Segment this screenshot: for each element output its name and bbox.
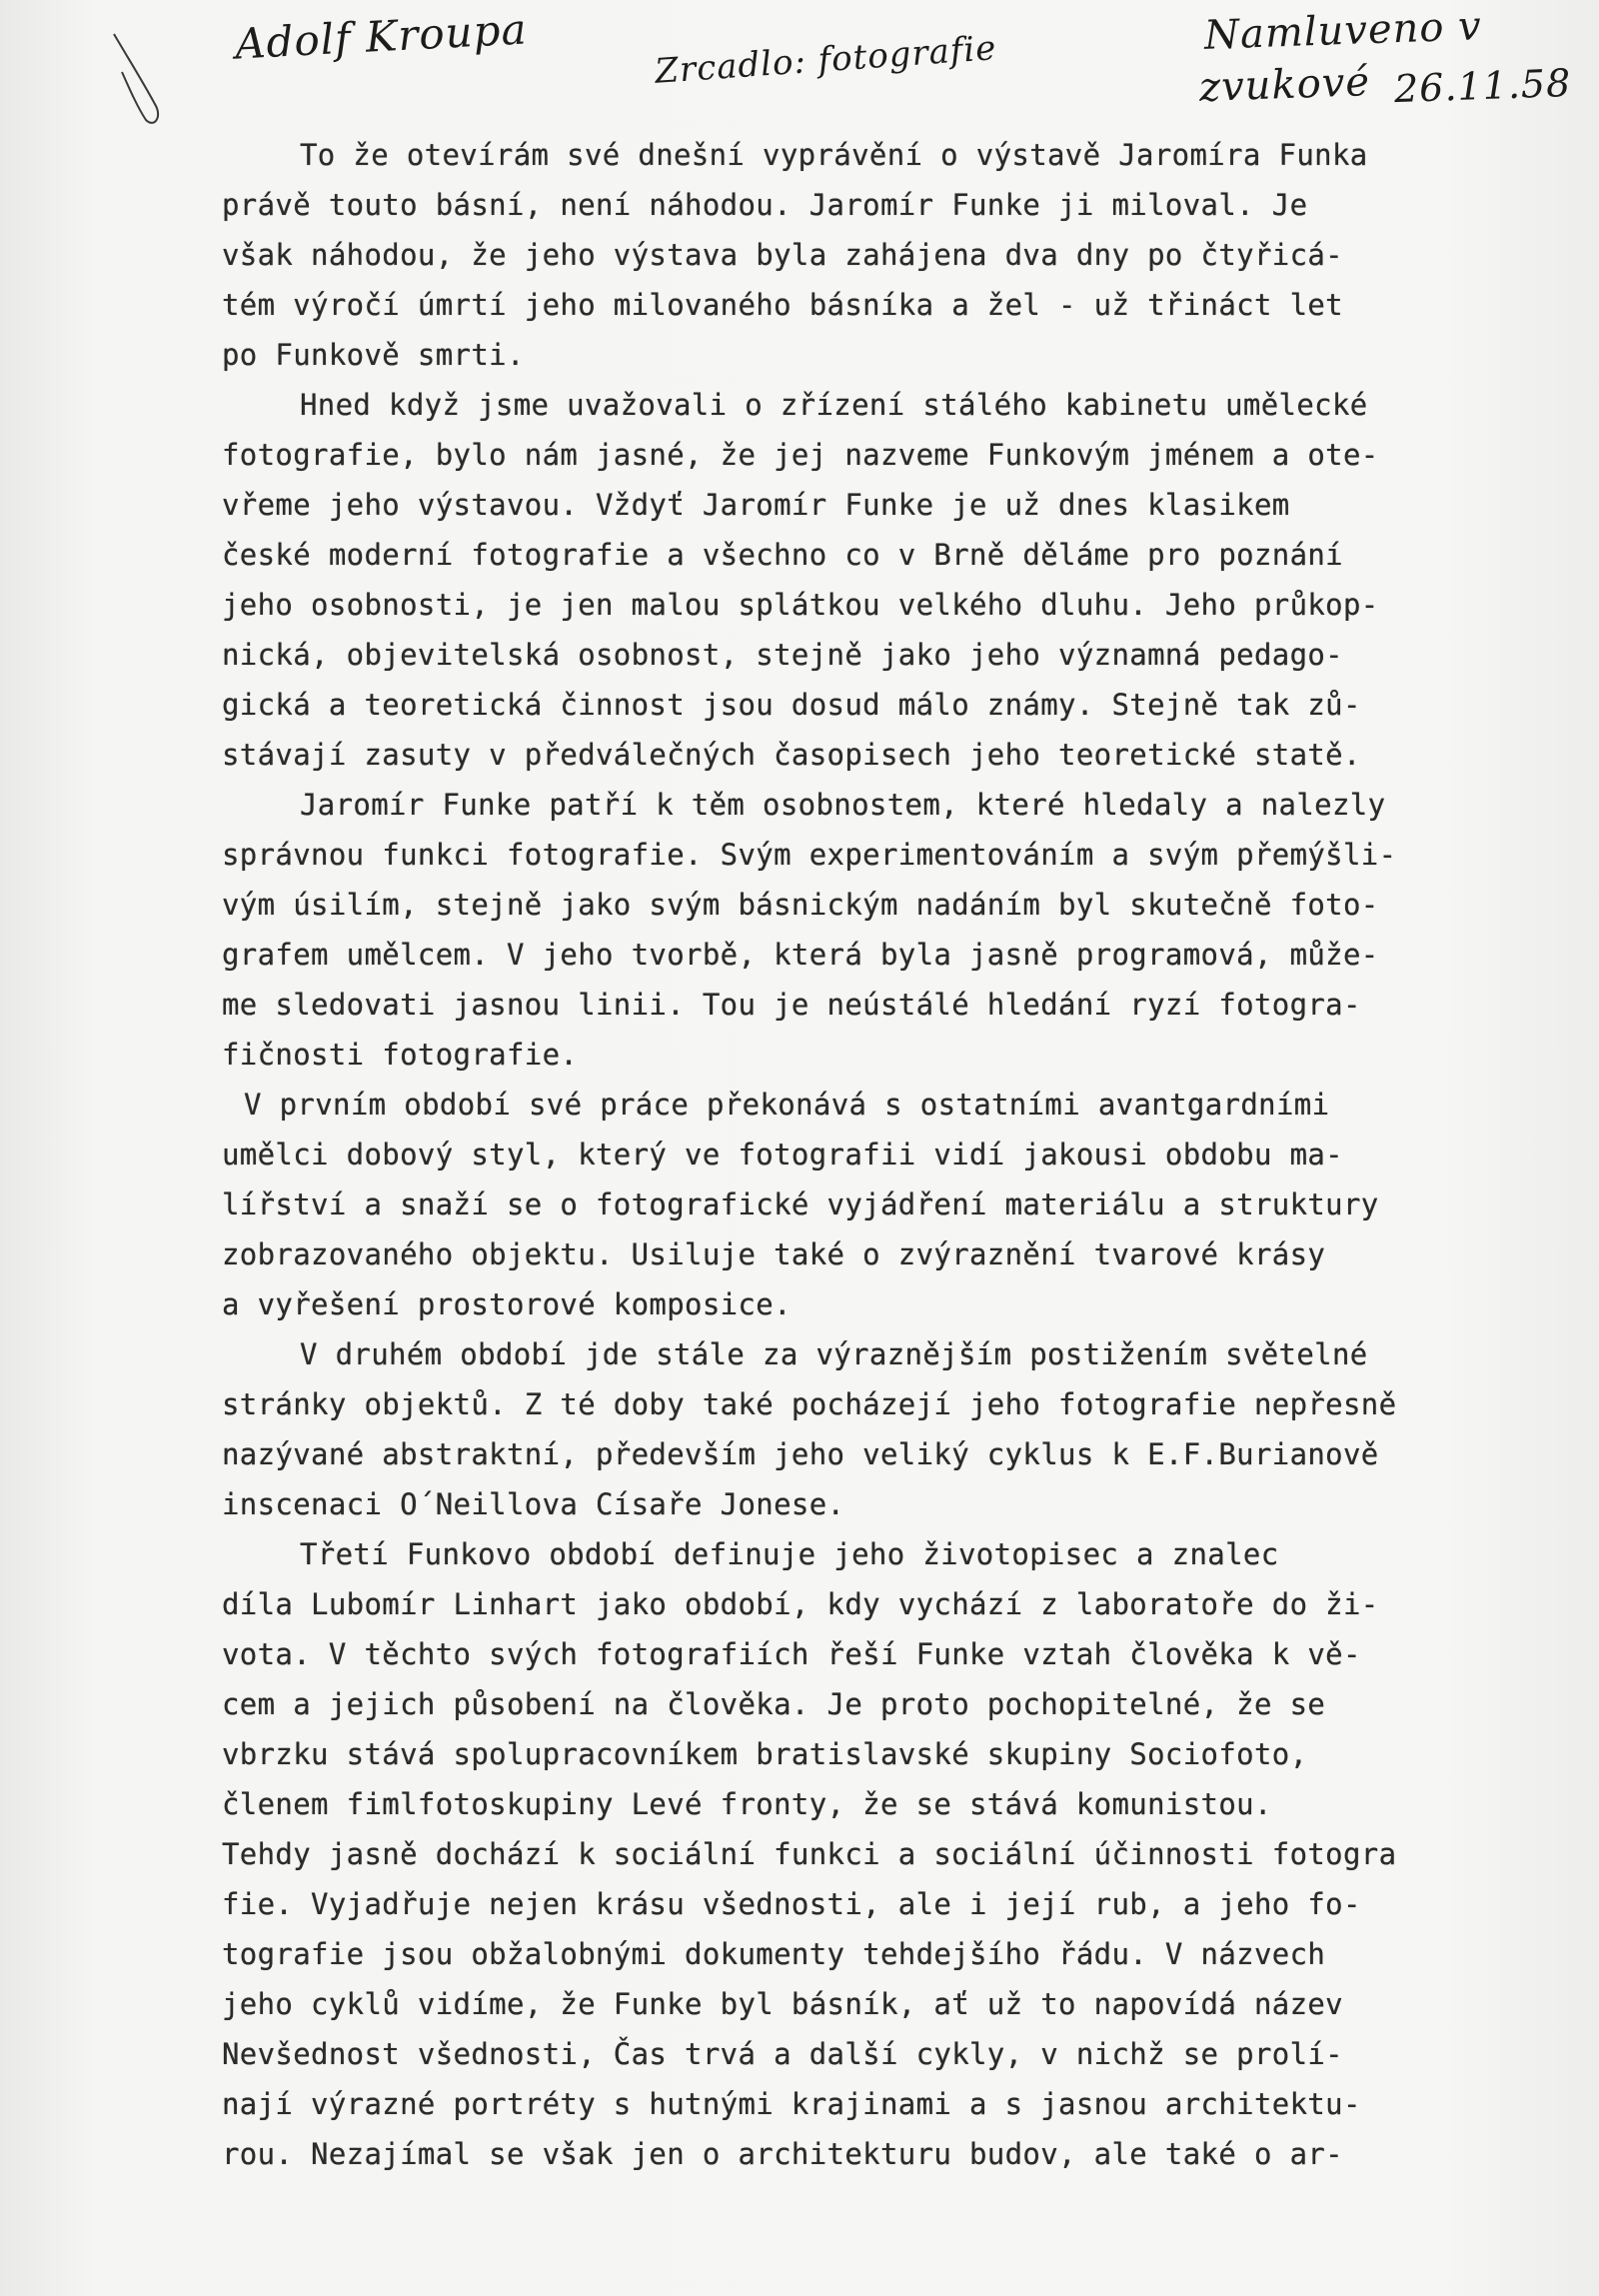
text-line: tém výročí úmrtí jeho milovaného básníka a žel - už třináct let xyxy=(222,288,1343,322)
text-line: zobrazovaného objektu. Usiluje také o zvýraznění tvarové krásy xyxy=(222,1237,1326,1271)
text-line: stránky objektů. Z té doby také pocházejí jeho fotografie nepřesně xyxy=(222,1387,1397,1421)
text-line: To že otevírám své dnešní vyprávění o výstavě Jaromíra Funka xyxy=(300,138,1368,172)
text-line: Tehdy jasně dochází k sociální funkci a sociální účinnosti fotogra xyxy=(222,1837,1397,1871)
text-line: gická a teoretická činnost jsou dosud málo známy. Stejně tak zů- xyxy=(222,688,1361,722)
text-line: fičnosti fotografie. xyxy=(222,1038,579,1072)
text-line: stávají zasuty v předválečných časopisech jeho teoretické statě. xyxy=(222,738,1361,772)
typewritten-body xyxy=(222,130,1561,2179)
text-line: vřeme jeho výstavou. Vždyť Jaromír Funke je už dnes klasikem xyxy=(222,488,1290,522)
text-line: nická, objevitelská osobnost, stejně jako jeho významná pedago- xyxy=(222,638,1343,672)
text-line: právě touto básní, není náhodou. Jaromír Funke ji miloval. Je xyxy=(222,188,1308,222)
text-line: vým úsilím, stejně jako svým básnickým nadáním byl skutečně foto- xyxy=(222,888,1379,922)
text-line: umělci dobový styl, který ve fotografii vidí jakousi obdobu ma- xyxy=(222,1138,1343,1171)
text-line: Třetí Funkovo období definuje jeho životopisec a znalec xyxy=(300,1537,1279,1571)
text-line: díla Lubomír Linhart jako období, kdy vychází z laboratoře do ži- xyxy=(222,1587,1379,1621)
text-line: Hned když jsme uvažovali o zřízení stálého kabinetu umělecké xyxy=(300,388,1368,422)
text-line: české moderní fotografie a všechno co v Brně děláme pro poznání xyxy=(222,538,1343,572)
text-line: Jaromír Funke patří k těm osobnostem, které hledaly a nalezly xyxy=(300,788,1386,822)
handwritten-recorded-note-2: zvukové xyxy=(1198,59,1371,111)
text-line: a vyřešení prostorové komposice. xyxy=(222,1287,792,1321)
text-line: jeho osobnosti, je jen malou splátkou velkého dluhu. Jeho průkop- xyxy=(222,588,1379,622)
text-line: členem fimlfotoskupiny Levé fronty, že se stává komunistou. xyxy=(222,1787,1272,1821)
text-line: fie. Vyjadřuje nejen krásu všednosti, ale i její rub, a jeho fo- xyxy=(222,1887,1361,1921)
text-line: tografie jsou obžalobnými dokumenty tehdejšího řádu. V názvech xyxy=(222,1937,1326,1971)
handwritten-author: Adolf Kroupa xyxy=(233,4,529,69)
text-line: V druhém období jde stále za výraznějším postižením světelné xyxy=(300,1337,1368,1371)
text-line: vbrzku stává spolupracovníkem bratislavské skupiny Sociofoto, xyxy=(222,1737,1308,1771)
handwritten-topic: Zrcadlo: fotografie xyxy=(654,28,998,92)
text-line: fotografie, bylo nám jasné, že jej nazveme Funkovým jménem a ote- xyxy=(222,438,1379,472)
text-line: nají výrazné portréty s hutnými krajinami a s jasnou architektu- xyxy=(222,2087,1361,2121)
paperclip-mark xyxy=(108,28,168,138)
text-line: grafem umělcem. V jeho tvorbě, která byla jasně programová, může- xyxy=(222,938,1379,972)
text-line: V prvním období své práce překonává s ostatními avantgardními xyxy=(244,1088,1330,1122)
text-line: lířství a snaží se o fotografické vyjádření materiálu a struktury xyxy=(222,1187,1379,1221)
text-line: nazývané abstraktní, především jeho veliký cyklus k E.F.Burianově xyxy=(222,1437,1379,1471)
text-line: Nevšednost všednosti, Čas trvá a další cykly, v nichž se prolí- xyxy=(222,2037,1343,2071)
text-line: správnou funkci fotografie. Svým experimentováním a svým přemýšli- xyxy=(222,838,1397,872)
text-line: po Funkově smrti. xyxy=(222,338,525,372)
text-line: cem a jejich působení na člověka. Je proto pochopitelné, že se xyxy=(222,1687,1326,1721)
handwritten-date: 26.11.58 xyxy=(1393,60,1572,112)
text-line: však náhodou, že jeho výstava byla zahájena dva dny po čtyřicá- xyxy=(222,238,1343,272)
text-line: rou. Nezajímal se však jen o architekturu budov, ale také o ar- xyxy=(222,2137,1343,2171)
handwritten-recorded-note: Namluveno v xyxy=(1203,3,1483,59)
text-line: inscenaci O´Neillova Císaře Jonese. xyxy=(222,1487,845,1521)
text-line: vota. V těchto svých fotografiích řeší Funke vztah člověka k vě- xyxy=(222,1637,1361,1671)
text-line: jeho cyklů vidíme, že Funke byl básník, ať už to napovídá název xyxy=(222,1987,1343,2021)
text-line: me sledovati jasnou linii. Tou je neústálé hledání ryzí fotogra- xyxy=(222,988,1361,1022)
